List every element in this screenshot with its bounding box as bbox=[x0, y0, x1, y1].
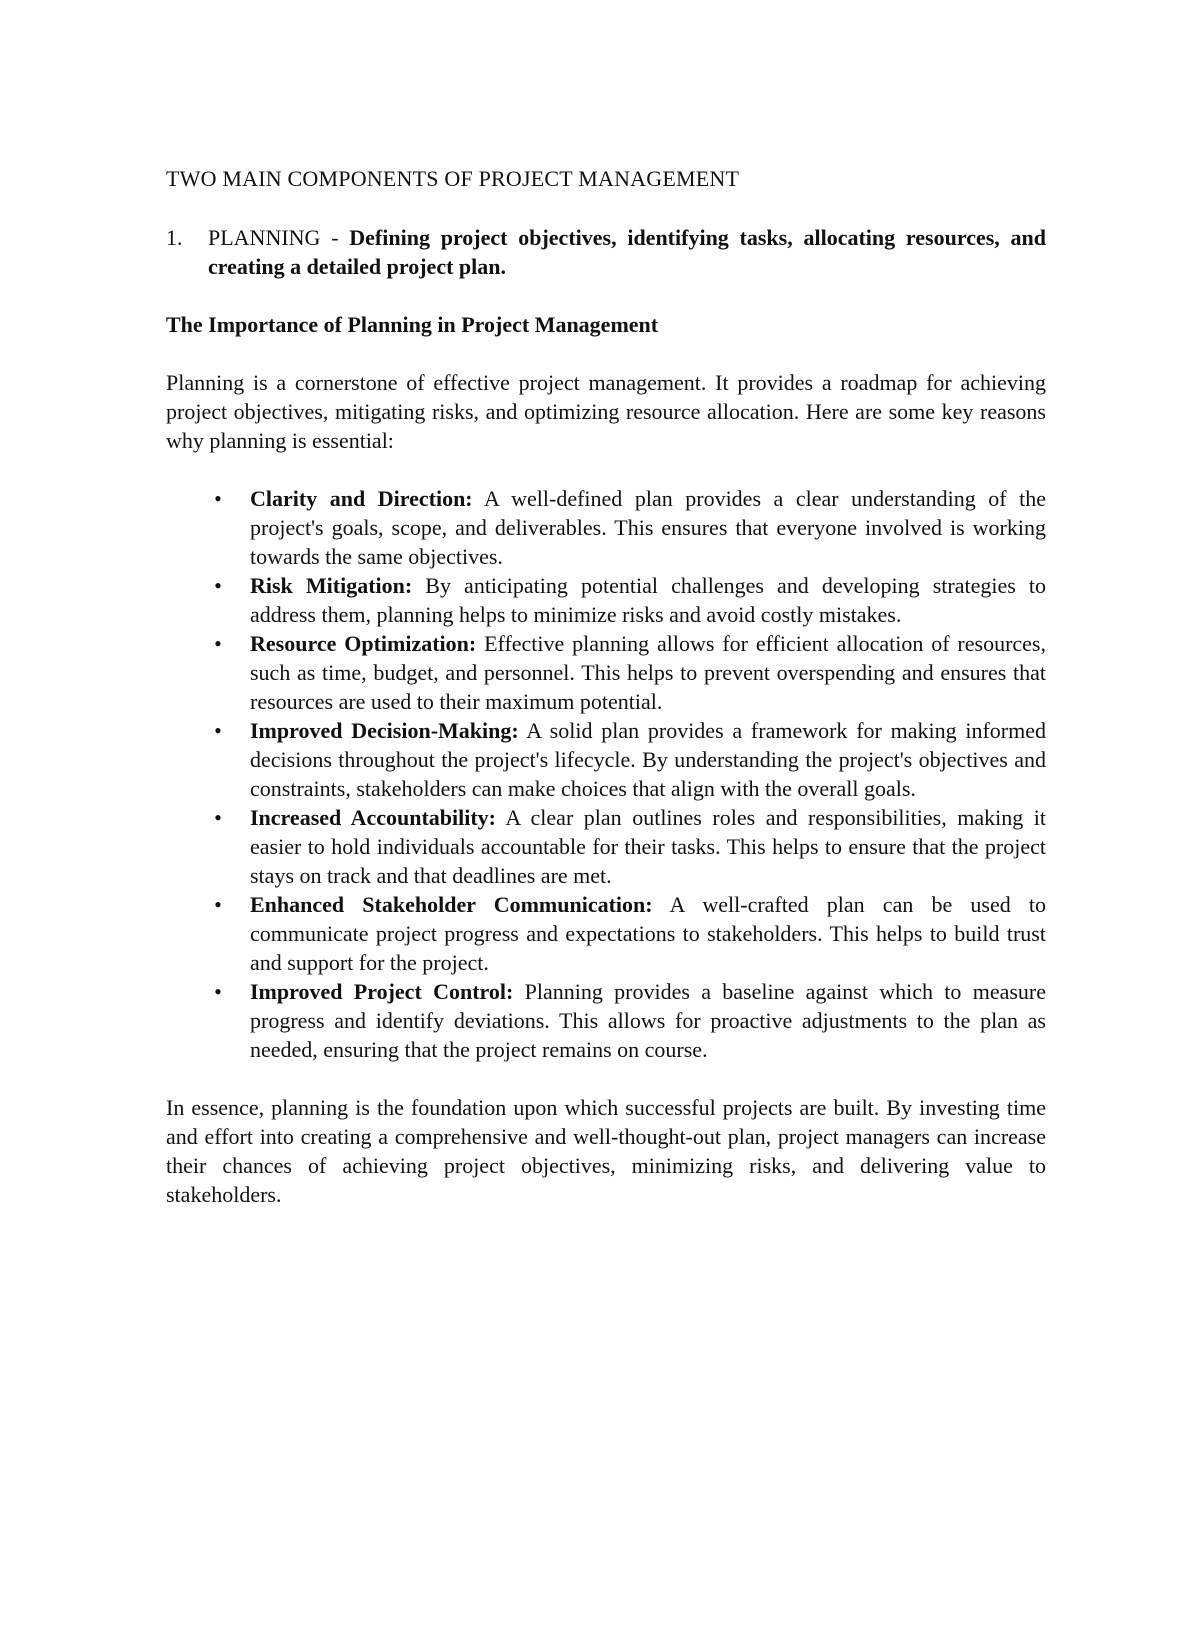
reason-term: Enhanced Stakeholder Communication: bbox=[250, 892, 653, 917]
item-description: Defining project objectives, identifying tasks, allocating resources, and creating a detailed project plan. bbox=[208, 225, 1046, 279]
item-label: PLANNING bbox=[208, 225, 321, 250]
item-number: 1. bbox=[166, 225, 183, 250]
section-heading: The Importance of Planning in Project Management bbox=[166, 312, 659, 337]
bullet-icon: • bbox=[214, 631, 222, 656]
list-item bbox=[208, 484, 1046, 571]
reason-text: A well-crafted plan can be used to communicate project progress and expectations to stakeholders. This helps to build trust and support for the project. bbox=[250, 892, 1046, 975]
conclusion-paragraph: In essence, planning is the foundation upon which successful projects are built. By investing time and effort into creating a comprehensive and well-thought-out plan, project managers can increase their chances of achieving project objectives, minimizing risks, and delivering value to stakeholders. bbox=[166, 1095, 1046, 1207]
intro-paragraph: Planning is a cornerstone of effective project management. It provides a roadmap for achieving project objectives, mitigating risks, and optimizing resource allocation. Here are some key reasons why planning is essential: bbox=[166, 370, 1046, 453]
list-item bbox=[208, 716, 1046, 803]
document-title: TWO MAIN COMPONENTS OF PROJECT MANAGEMENT bbox=[166, 166, 740, 191]
bullet-icon: • bbox=[214, 979, 222, 1004]
list-item bbox=[208, 629, 1046, 716]
list-item bbox=[208, 890, 1046, 977]
reason-term: Increased Accountability: bbox=[250, 805, 497, 830]
reason-term: Risk Mitigation: bbox=[250, 573, 413, 598]
item-body bbox=[208, 223, 1046, 281]
list-item bbox=[208, 977, 1046, 1064]
bullet-icon: • bbox=[214, 892, 222, 917]
reasons-list bbox=[166, 484, 1046, 1064]
reason-text: A clear plan outlines roles and responsibilities, making it easier to hold individuals accountable for their tasks. This helps to ensure that the project stays on track and that deadlines are met. bbox=[250, 805, 1046, 888]
bullet-icon: • bbox=[214, 573, 222, 598]
numbered-item-planning bbox=[166, 223, 1046, 281]
reason-text: By anticipating potential challenges and developing strategies to address them, planning helps to minimize risks and avoid costly mistakes. bbox=[250, 573, 1046, 627]
list-item bbox=[208, 571, 1046, 629]
reason-text: Effective planning allows for efficient allocation of resources, such as time, budget, and personnel. This helps to prevent overspending and ensures that resources are used to their maximum potential. bbox=[250, 631, 1046, 714]
bullet-icon: • bbox=[214, 805, 222, 830]
reason-text: A solid plan provides a framework for making informed decisions throughout the project's lifecycle. By understanding the project's objectives and constraints, stakeholders can make choices that align with the overall goals. bbox=[250, 718, 1046, 801]
bullet-icon: • bbox=[214, 718, 222, 743]
bullet-icon: • bbox=[214, 486, 222, 511]
reason-term: Improved Decision-Making: bbox=[250, 718, 519, 743]
document-body bbox=[166, 164, 1046, 1238]
list-item bbox=[208, 803, 1046, 890]
reason-term: Improved Project Control: bbox=[250, 979, 514, 1004]
reason-term: Clarity and Direction: bbox=[250, 486, 473, 511]
reason-text: A well-defined plan provides a clear understanding of the project's goals, scope, and deliverables. This ensures that everyone involved is working towards the same objectives. bbox=[250, 486, 1046, 569]
reason-text: Planning provides a baseline against which to measure progress and identify deviations. This allows for proactive adjustments to the plan as needed, ensuring that the project remains on course. bbox=[250, 979, 1046, 1062]
reason-term: Resource Optimization: bbox=[250, 631, 477, 656]
item-separator: - bbox=[320, 225, 350, 250]
